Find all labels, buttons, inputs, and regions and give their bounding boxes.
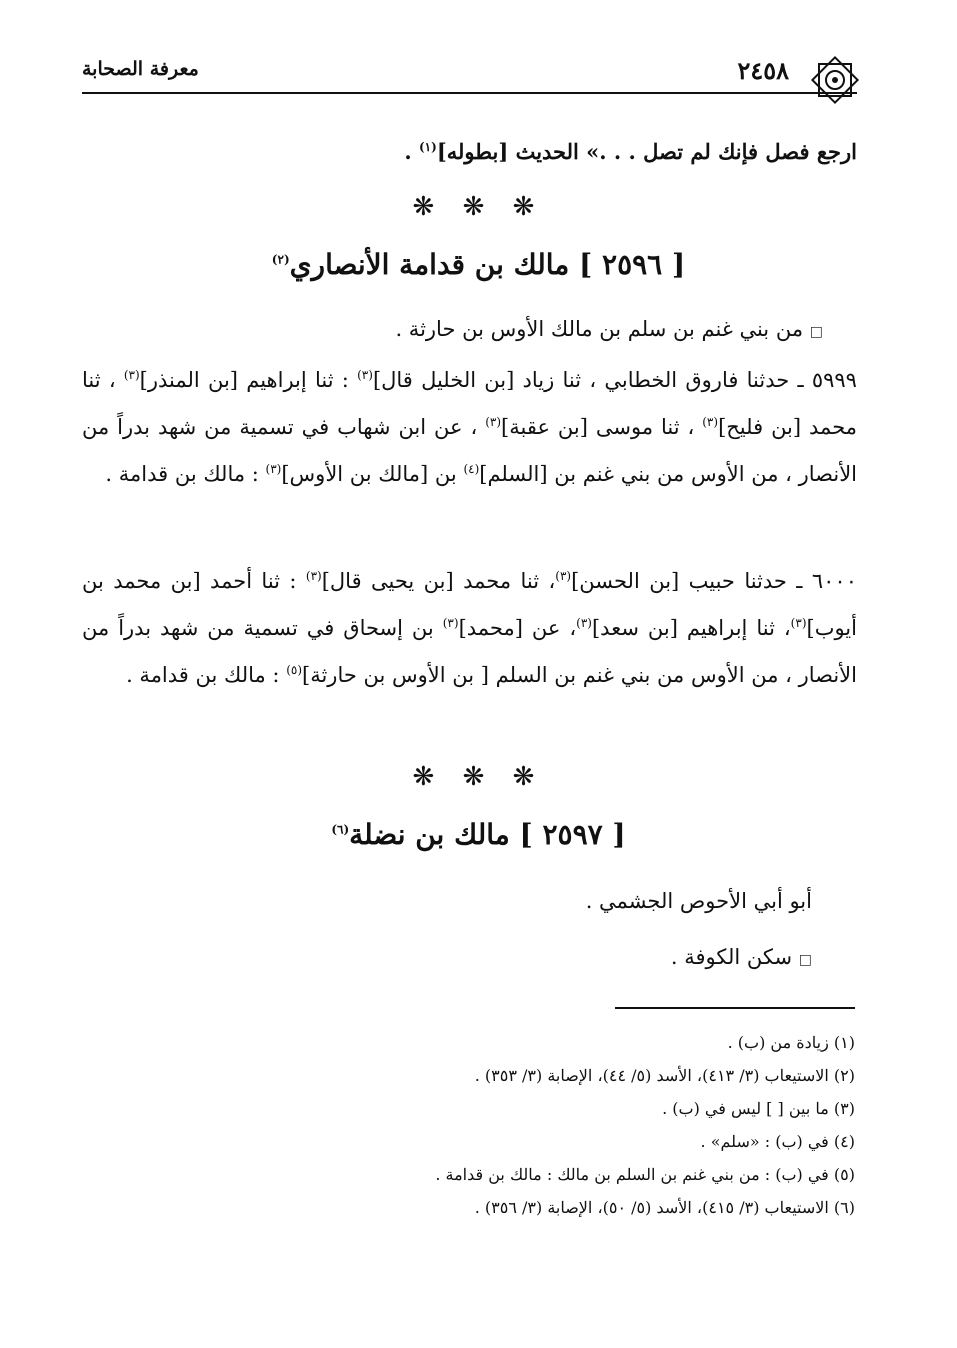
- book-title: معرفة الصحابة: [82, 58, 199, 80]
- page-number: ٢٤٥٨: [737, 56, 789, 85]
- hadith-5999: [82, 357, 857, 498]
- running-header: [82, 48, 857, 94]
- star-ornament-icon: [805, 50, 865, 110]
- entry-heading-text: [ ٢٥٩٦ ] مالك بن قدامة الأنصاري: [289, 248, 686, 281]
- residence-text: سكن الكوفة .: [670, 945, 793, 969]
- footnote-ref[interactable]: (٣): [576, 616, 592, 630]
- entry-heading-2597: [0, 818, 957, 851]
- hadith-6000: [82, 558, 857, 699]
- footnote-ref[interactable]: (٢): [271, 252, 290, 267]
- lineage-text: من بني غنم بن سلم بن مالك الأوس بن حارثة .: [395, 317, 804, 341]
- hadith-text: : ثنا إبراهيم [بن المنذر]: [139, 368, 358, 392]
- footnote-1: (١) زيادة من (ب) .: [727, 1033, 855, 1052]
- footnote-ref[interactable]: (٤): [463, 462, 480, 476]
- hadith-text: ، ثنا محمد [بن فليح]: [82, 368, 857, 439]
- footnotes: [82, 1026, 855, 1224]
- footnote-ref[interactable]: (٦): [331, 822, 350, 837]
- square-bullet-icon: □: [809, 324, 823, 340]
- hadith-text: : مالك بن قدامة .: [105, 462, 266, 486]
- footnote-ref[interactable]: (٣): [123, 368, 140, 382]
- footnote-ref[interactable]: (٣): [265, 462, 282, 476]
- hadith-text: ، ثنا إبراهيم [بن سعد]: [591, 616, 791, 640]
- footnote-6: (٦) الاستيعاب (٣/ ٤١٥)، الأسد (٥/ ٥٠)، الإصابة (٣/ ٣٥٦) .: [474, 1198, 855, 1217]
- footnote-divider: [615, 1007, 855, 1009]
- hadith-text: : ثنا أحمد [بن محمد بن أيوب]: [82, 569, 857, 640]
- entry-heading-2596: [0, 248, 957, 281]
- hadith-text: ، عن ابن شهاب في تسمية من شهد بدراً من الأنصار ، من الأوس من بني غنم بن [السلم]: [82, 415, 857, 486]
- hadith-text: : مالك بن قدامة .: [126, 663, 287, 687]
- square-bullet-icon: □: [798, 952, 812, 968]
- section-separator: ❋ ❋ ❋: [412, 192, 545, 222]
- intro-end: .: [404, 139, 419, 164]
- hadith-text: ٥٩٩٩ ـ حدثنا فاروق الخطابي ، ثنا زياد [بن الخليل قال]: [372, 368, 857, 392]
- footnote-3: (٣) ما بين [ ] ليس في (ب) .: [662, 1099, 855, 1118]
- kunya-line: [82, 878, 857, 925]
- residence-line: [82, 934, 857, 984]
- hadith-text: ٦٠٠٠ ـ حدثنا حبيب [بن الحسن]: [571, 569, 857, 593]
- footnote-5: (٥) في (ب) : من بني غنم بن السلم بن مالك : مالك بن قدامة .: [435, 1165, 855, 1184]
- footnote-2: (٢) الاستيعاب (٣/ ٤١٣)، الأسد (٥/ ٤٤)، الإصابة (٣/ ٣٥٣) .: [474, 1066, 855, 1085]
- kunya-text: أبو أبي الأحوص الجشمي .: [585, 889, 812, 913]
- footnote-ref[interactable]: (٥): [286, 663, 303, 677]
- hadith-text: بن إسحاق في تسمية من شهد بدراً من الأنصار ، من الأوس من بني غنم بن السلم [ بن الأوس بن حارثة]: [82, 616, 857, 687]
- footnote-ref[interactable]: (٣): [485, 415, 502, 429]
- hadith-text: ، ثنا موسى [بن عقبة]: [501, 415, 703, 439]
- footnote-ref[interactable]: (٣): [790, 616, 807, 630]
- intro-text: ارجع فصل فإنك لم تصل . . .» الحديث [بطوله]: [436, 139, 857, 164]
- section-separator: ❋ ❋ ❋: [412, 762, 545, 792]
- entry-heading-text: [ ٢٥٩٧ ] مالك بن نضلة: [349, 818, 626, 851]
- intro-line: [82, 128, 857, 175]
- hadith-text: بن [مالك بن الأوس]: [281, 462, 464, 486]
- footnote-ref[interactable]: (٣): [442, 616, 459, 630]
- footnote-ref[interactable]: (٣): [305, 569, 322, 583]
- footnote-ref[interactable]: (٣): [357, 368, 373, 382]
- lineage-line: [82, 306, 857, 356]
- footnote-ref[interactable]: (١): [418, 140, 437, 154]
- footnote-ref[interactable]: (٣): [555, 569, 572, 583]
- footnote-4: (٤) في (ب) : «سلم» .: [700, 1132, 855, 1151]
- hadith-text: ، ثنا محمد [بن يحيى قال]: [321, 569, 556, 593]
- footnote-ref[interactable]: (٣): [702, 415, 719, 429]
- hadith-text: ، عن [محمد]: [458, 616, 577, 640]
